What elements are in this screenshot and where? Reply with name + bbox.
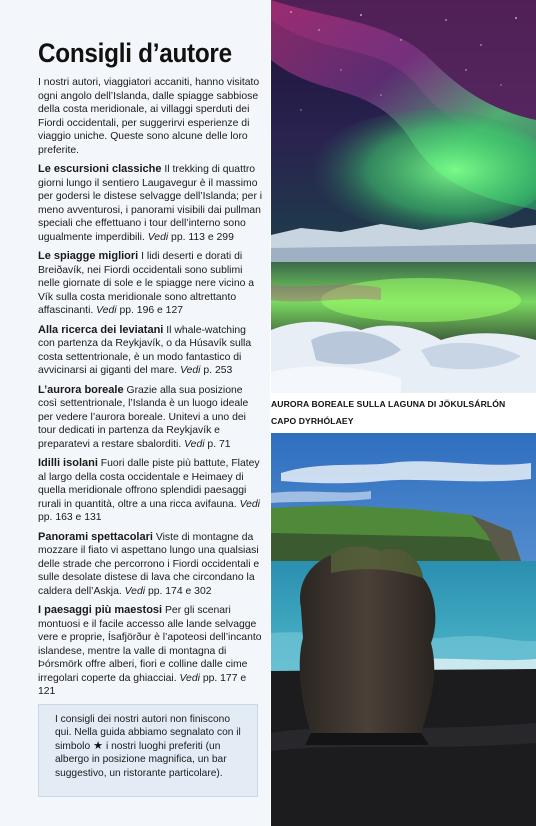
page-ref: pp. 113 e 299 [168, 231, 234, 243]
section-panorami [38, 531, 264, 599]
page-ref: pp. 177 e 121 [38, 672, 247, 697]
section-heading: Le escursioni classiche [38, 163, 162, 175]
caption-photo1: AURORA BOREALE SULLA LAGUNA DI JÖKULSÁRLÓN [271, 399, 506, 409]
section-heading: L’aurora boreale [38, 383, 124, 396]
section-text: Grazie alla sua posizione così settentrionale, l’Islanda è un luogo ideale per vedere l’aurora boreale. Unitevi a uno dei tour dedicati in partenza da Reykjavík e preparatevi a restare sbalorditi. [38, 384, 249, 450]
vedi-ref: Vedi [239, 498, 260, 510]
vedi-ref: Vedi [180, 365, 201, 376]
section-heading: Idilli isolani [38, 457, 98, 469]
section-text: I lidi deserti e dorati di Breiðavík, nei Fiordi occidentali sono sublimi nelle giornate di sole e le spiagge nere vicino a Vík sulla costa meridionale sono altrettanto affascinanti. [38, 251, 255, 316]
section-spiagge [38, 250, 264, 318]
page-ref: p. 71 [204, 438, 231, 450]
section-aurora [38, 384, 264, 452]
section-idilli [38, 457, 264, 525]
page-ref: pp. 163 e 131 [38, 512, 102, 523]
page-ref: p. 253 [200, 365, 233, 376]
aurora-photo [271, 0, 536, 393]
vedi-ref: Vedi [179, 672, 200, 684]
section-text: Fuori dalle piste più battute, Flatey al largo della costa occidentale e Heimaey di quella meridionale offrono splendidi paesaggi rurali in quantità, oltre a una ricca avifauna. [38, 458, 260, 510]
section-text: Per gli scenari montuosi e il facile accesso alle lande selvagge vere e proprie, Ísafjörður è l’apoteosi dell’incanto islandese, mentre la valle di montagna di Þórsmörk offre alberi, fiori e colline dalle cime irregolari coperte da ghiacciai. [38, 605, 262, 684]
section-text: Viste di montagne da mozzare il fiato vi aspettano lungo una qualsiasi delle strade che percorrono i Fiordi occidentali e sulle desolate distese di lava che circondano la caldera dell’Askja. [38, 531, 260, 597]
vedi-ref: Vedi [184, 438, 205, 450]
article-body [38, 76, 264, 705]
page-ref: pp. 196 e 127 [116, 305, 184, 316]
section-leviatani [38, 324, 264, 378]
tip-text-before: I consigli dei nostri autori non finiscono qui. Nella guida abbiamo segnalato con il simbolo [55, 714, 241, 752]
tip-box [38, 704, 258, 797]
section-heading: Panorami spettacolari [38, 530, 153, 543]
page-title: Consigli d’autore [38, 38, 232, 68]
section-heading: Alla ricerca dei leviatani [38, 323, 164, 336]
intro-paragraph: I nostri autori, viaggiatori accaniti, hanno visitato ogni angolo dell’Islanda, dalle spiagge sabbiose della costa meridionale, ai villaggi sperduti dei Fiordi occidentali, per suggerirvi esperienze di viaggio uniche. Queste sono alcune delle loro preferite. [38, 77, 260, 156]
section-heading: I paesaggi più maestosi [38, 604, 163, 616]
section-text: Il trekking di quattro giorni lungo il sentiero Laugavegur è il massimo per godersi le distese selvagge dell’Islanda; per i meno avventurosi, i panorami visibili dai pullman speciali che effettuano i tour dell’interno sono ugualmente imperdibili. [38, 164, 263, 243]
tip-text-after: i nostri luoghi preferiti (un albergo in posizione magnifica, un bar suggestivo, un ristorante particolare). [55, 740, 227, 779]
page-ref: pp. 174 e 302 [145, 585, 212, 597]
vedi-ref: Vedi [124, 585, 146, 597]
section-paesaggi [38, 604, 264, 699]
caption-photo2: CAPO DYRHÓLAEY [271, 416, 354, 426]
section-text: Il whale-watching con partenza da Reykjavík, o da Húsavík sulla costa settentrionale, è un modo fantastico di avvicinarsi ai giganti del mare. [38, 324, 252, 376]
section-heading: Le spiagge migliori [38, 250, 139, 262]
vedi-ref: Vedi [96, 305, 117, 316]
vedi-ref: Vedi [147, 231, 169, 243]
dyrholaey-photo [271, 433, 536, 826]
section-escursioni [38, 163, 264, 244]
star-icon: ★ [93, 739, 103, 752]
